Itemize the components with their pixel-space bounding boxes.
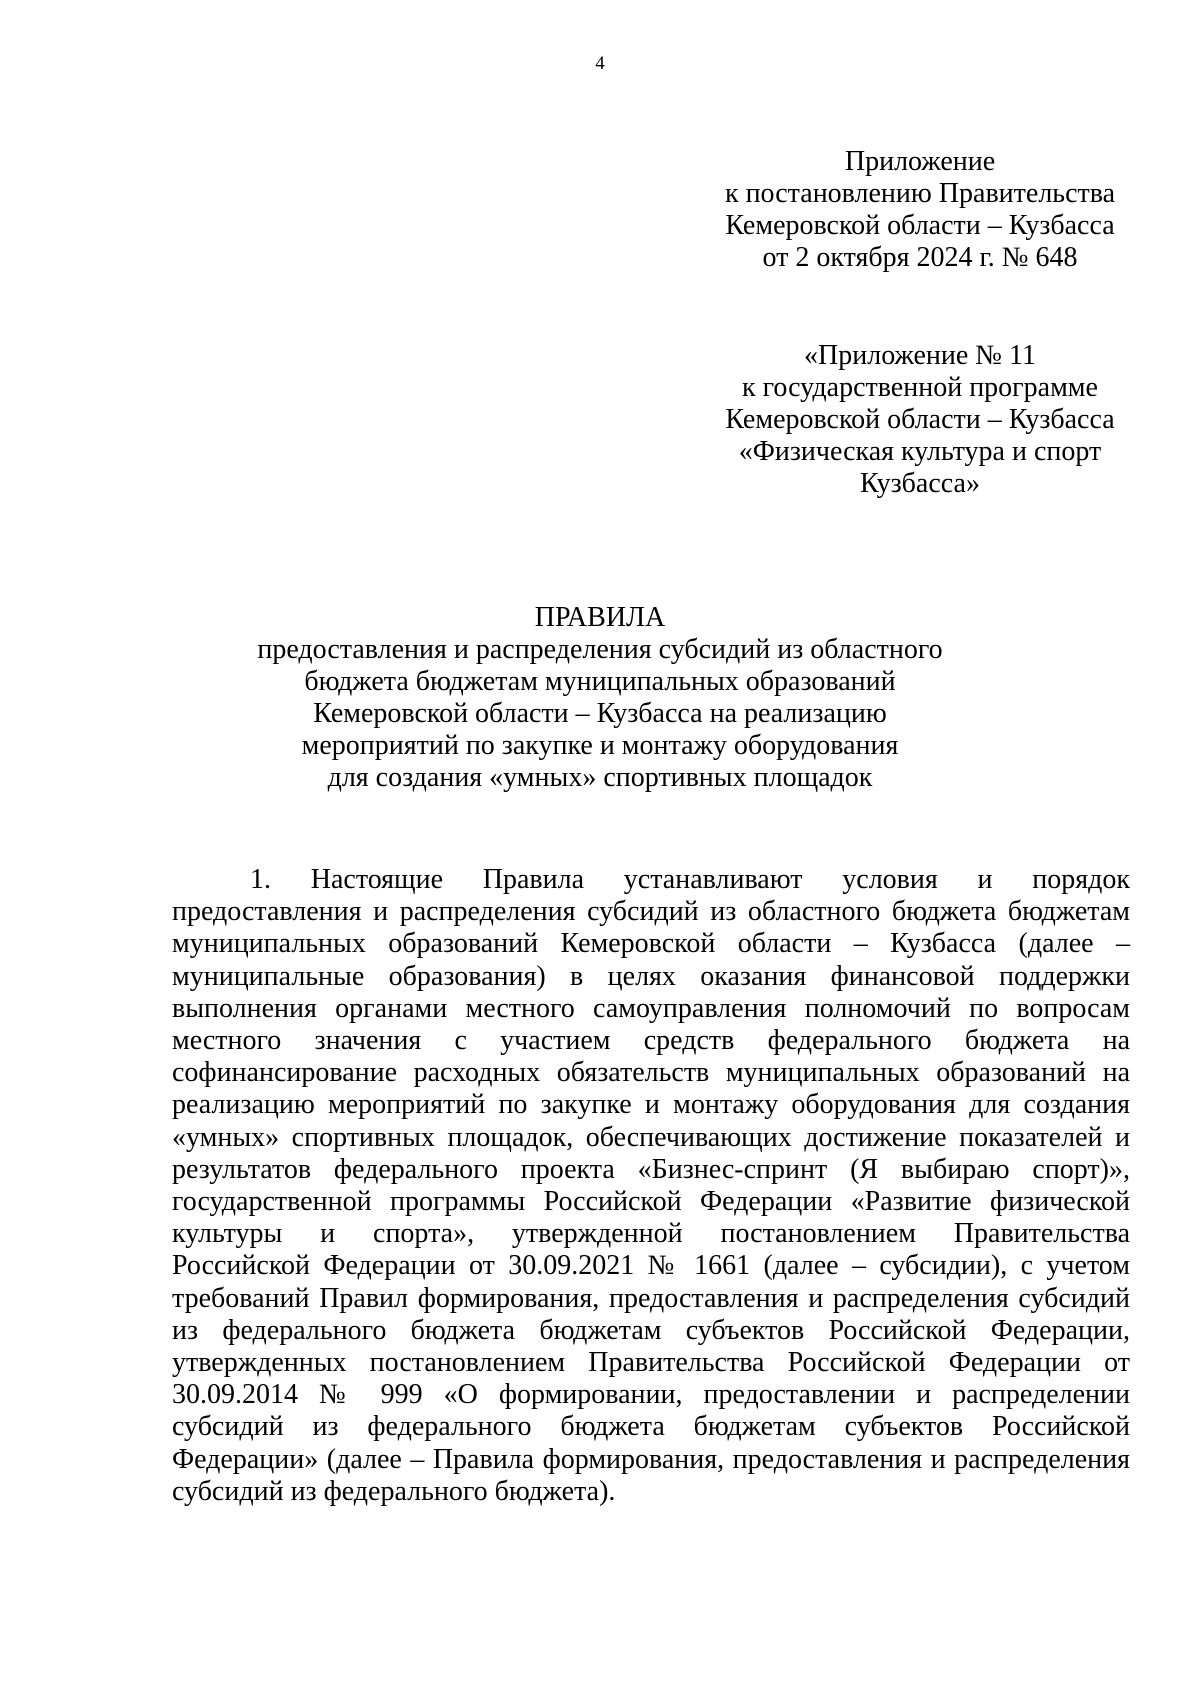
- document-subtitle-line: предоставления и распределения субсидий из областного: [257, 634, 943, 665]
- paragraph-1: [172, 864, 1130, 1508]
- approval-line: к постановлению Правительства: [724, 178, 1116, 209]
- paragraph-line: утвержденных постановлением Правительства Российской Федерации от: [172, 1347, 1130, 1379]
- document-subtitle-line: мероприятий по закупке и монтажу оборудования: [301, 730, 899, 761]
- paragraph-line: требований Правил формирования, предоставления и распределения субсидий: [172, 1282, 1130, 1314]
- paragraph-line: выполнения органами местного самоуправления полномочий по вопросам: [172, 992, 1130, 1024]
- program-appendix-block: [700, 340, 1140, 500]
- paragraph-line: «умных» спортивных площадок, обеспечивающих достижение показателей и: [172, 1121, 1130, 1153]
- paragraph-line: муниципальные образования) в целях оказания финансовой поддержки: [172, 960, 1130, 992]
- paragraph-line: результатов федерального проекта «Бизнес-спринт (Я выбираю спорт)»,: [172, 1153, 1130, 1185]
- program-appendix-line: «Приложение № 11: [804, 340, 1036, 371]
- paragraph-line: 1. Настоящие Правила устанавливают условия и порядок: [250, 864, 1130, 895]
- document-heading: ПРАВИЛА: [534, 602, 666, 633]
- paragraph-line: субсидий из федерального бюджета бюджетам субъектов Российской: [172, 1411, 1130, 1443]
- document-subtitle-line: для создания «умных» спортивных площадок: [327, 762, 873, 793]
- paragraph-line: реализацию мероприятий по закупке и монтажу оборудования для создания: [172, 1089, 1130, 1121]
- approval-appendix-block: [700, 146, 1140, 274]
- document-subtitle-line: бюджета бюджетам муниципальных образований: [304, 666, 896, 697]
- paragraph-line: Российской Федерации от 30.09.2021 № 1661 (далее – субсидии), с учетом: [172, 1250, 1130, 1282]
- paragraph-line: муниципальных образований Кемеровской области – Кузбасса (далее –: [172, 928, 1130, 960]
- paragraph-line: софинансирование расходных обязательств муниципальных образований на: [172, 1057, 1130, 1089]
- paragraph-line: Федерации» (далее – Правила формирования, предоставления и распределения: [172, 1443, 1130, 1475]
- document-subtitle-line: Кемеровской области – Кузбасса на реализацию: [313, 698, 887, 729]
- paragraph-line: культуры и спорта», утвержденной постановлением Правительства: [172, 1218, 1130, 1250]
- approval-line: Кемеровской области – Кузбасса: [725, 210, 1115, 241]
- paragraph-line: государственной программы Российской Федерации «Развитие физической: [172, 1186, 1130, 1218]
- approval-line: от 2 октября 2024 г. № 648: [762, 242, 1078, 273]
- approval-line: Приложение: [844, 146, 996, 177]
- program-appendix-line: Кузбасса»: [860, 468, 980, 499]
- paragraph-line: местного значения с участием средств федерального бюджета на: [172, 1025, 1130, 1057]
- page-number: 4: [595, 53, 605, 74]
- paragraph-line: из федерального бюджета бюджетам субъектов Российской Федерации,: [172, 1314, 1130, 1346]
- program-appendix-line: Кемеровской области – Кузбасса: [725, 404, 1115, 435]
- document-title-block: [120, 602, 1080, 794]
- program-appendix-line: «Физическая культура и спорт: [738, 436, 1102, 467]
- program-appendix-line: к государственной программе: [742, 372, 1098, 403]
- paragraph-line: 30.09.2014 № 999 «О формировании, предоставлении и распределении: [172, 1379, 1130, 1411]
- paragraph-line: субсидий из федерального бюджета).: [172, 1475, 616, 1507]
- paragraph-line: предоставления и распределения субсидий из областного бюджета бюджетам: [172, 896, 1130, 928]
